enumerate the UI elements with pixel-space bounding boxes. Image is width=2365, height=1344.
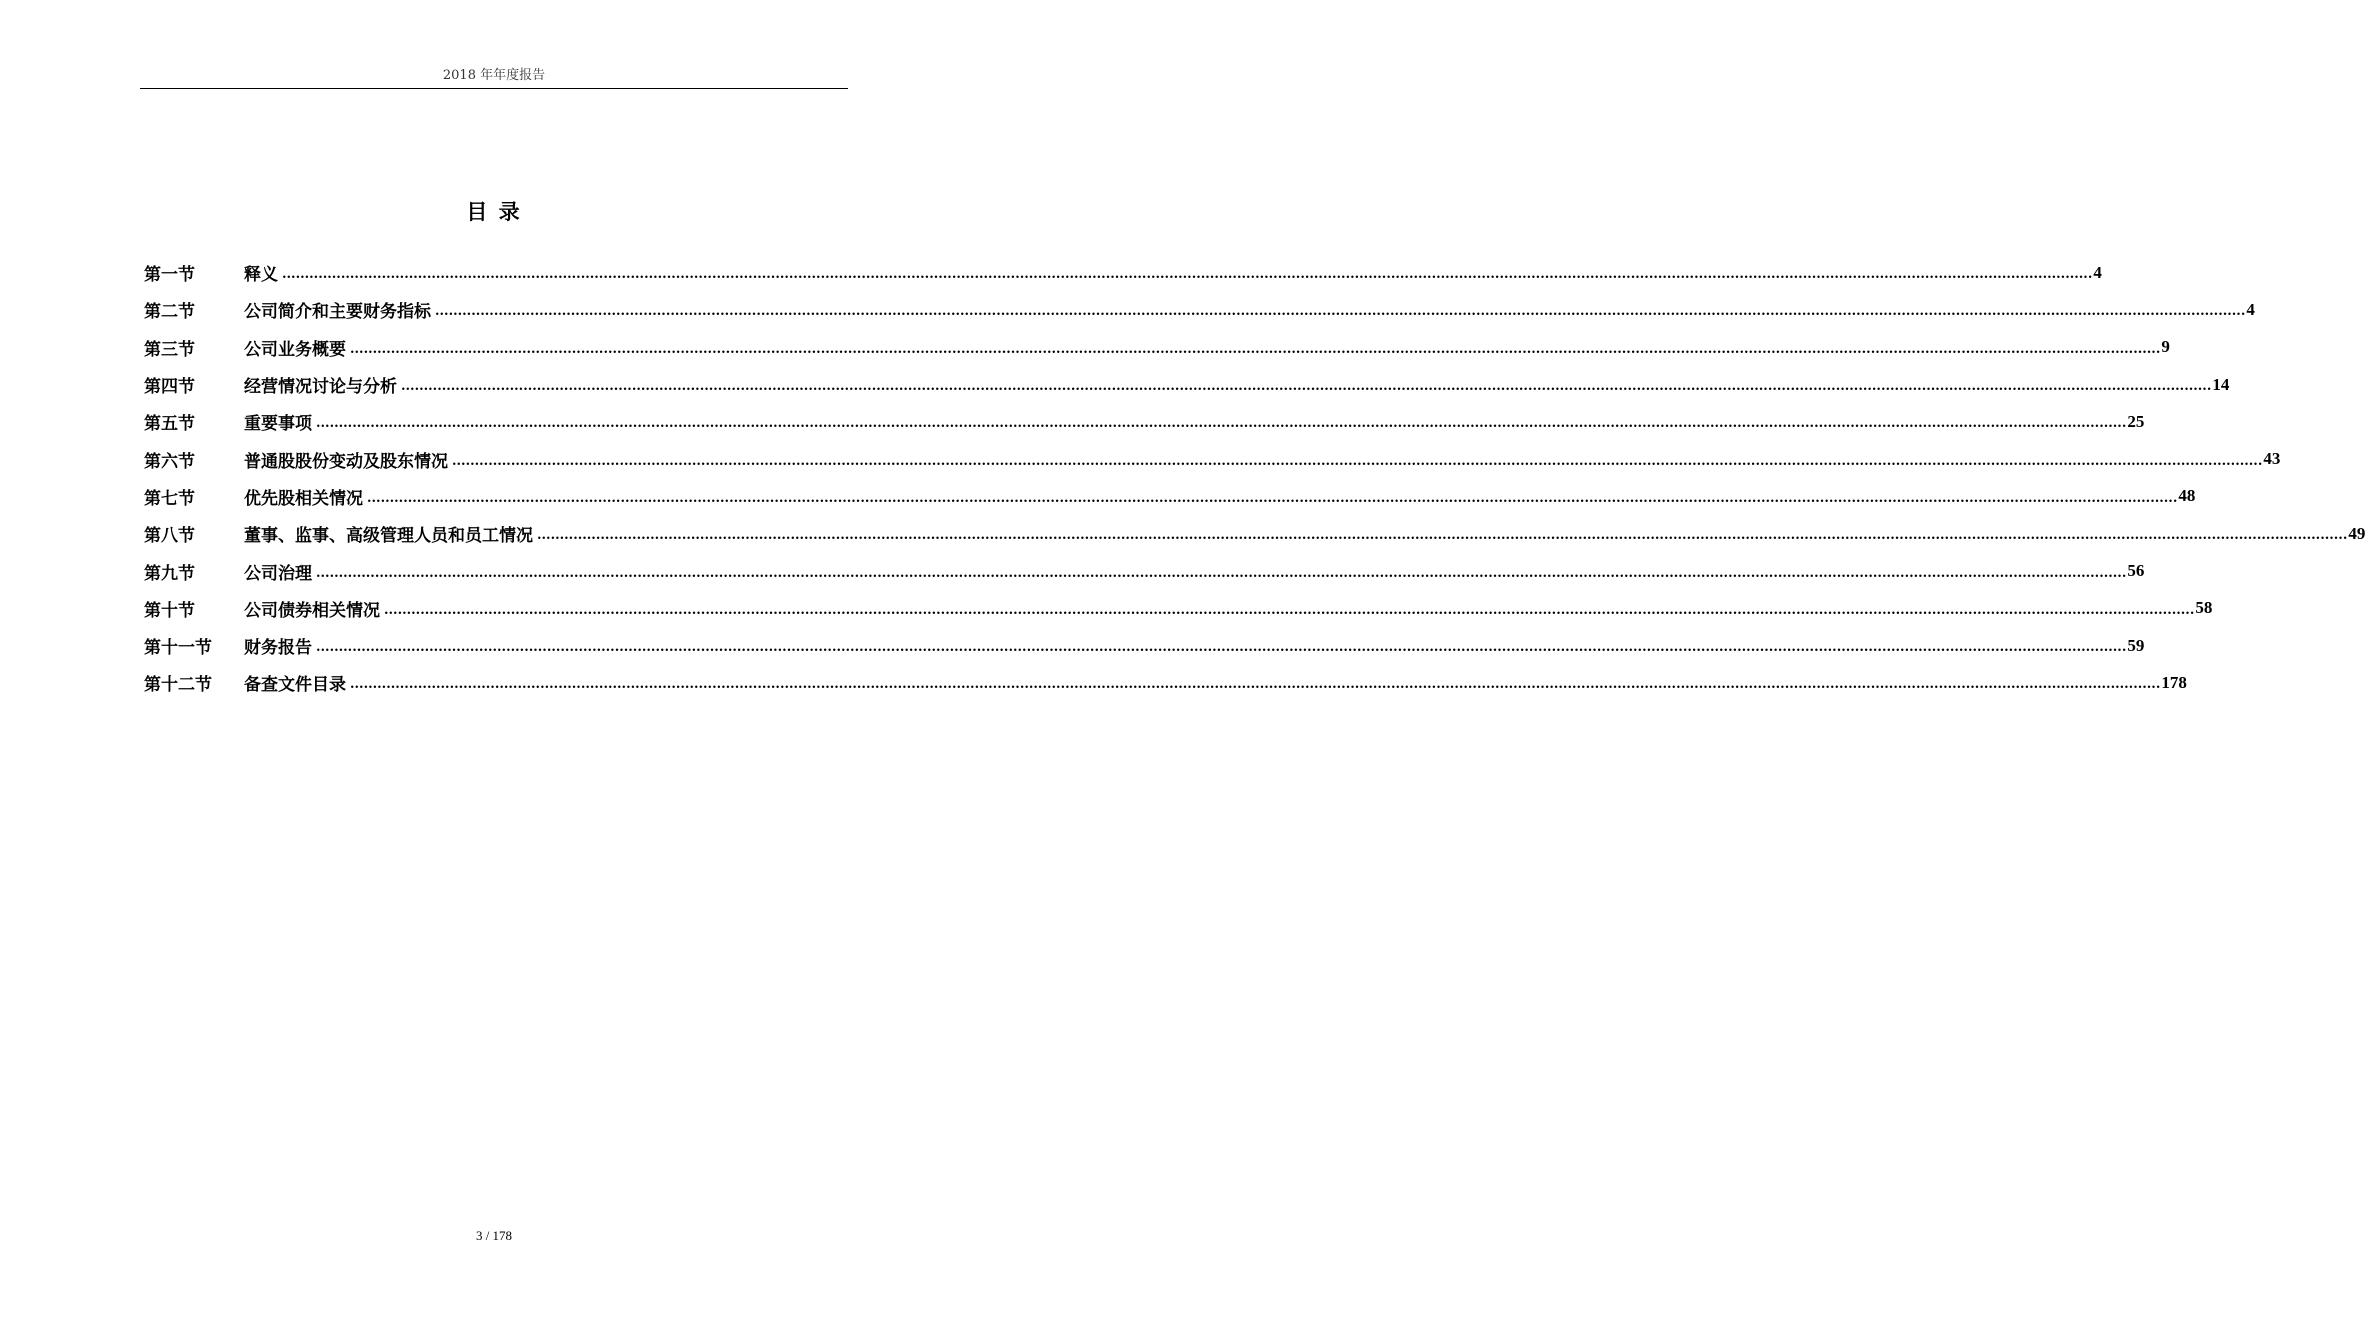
toc-dot-leader: ................................................................................................................................................................................................................................................................................................................................................................................................................ <box>282 267 2093 283</box>
running-header: 2018 年年度报告 <box>442 68 546 83</box>
toc-section-number: 第七节 <box>144 488 195 509</box>
page-number: 3 / 178 <box>475 1228 513 1243</box>
toc-entry[interactable] <box>144 478 2196 515</box>
toc-section-number: 第八节 <box>144 526 195 547</box>
toc-dot-leader: ................................................................................................................................................................................................................................................................................................................................................................................................................ <box>452 453 2263 469</box>
toc-dot-leader: ................................................................................................................................................................................................................................................................................................................................................................................................................ <box>316 565 2127 581</box>
toc-dot-leader: ................................................................................................................................................................................................................................................................................................................................................................................................................ <box>384 602 2195 618</box>
toc-section-number: 第一节 <box>144 265 195 286</box>
toc-page-number: 14 <box>2212 374 2230 394</box>
toc-page-number: 48 <box>2178 486 2196 506</box>
toc-page-number: 59 <box>2127 635 2145 655</box>
toc-entry[interactable] <box>144 254 2102 291</box>
toc-entry[interactable] <box>144 664 2187 701</box>
header-divider <box>140 88 848 89</box>
toc-page-number: 4 <box>2093 262 2102 282</box>
toc-dot-leader: ................................................................................................................................................................................................................................................................................................................................................................................................................ <box>316 416 2127 432</box>
toc-entry[interactable] <box>144 403 2145 440</box>
toc-section-title: 公司业务概要 <box>244 339 346 360</box>
toc-entry[interactable] <box>144 627 2145 664</box>
toc-section-number: 第二节 <box>144 302 195 323</box>
toc-page-number: 178 <box>2161 672 2187 692</box>
table-of-contents <box>144 254 2365 702</box>
toc-entry[interactable] <box>144 440 2281 477</box>
toc-dot-leader: ................................................................................................................................................................................................................................................................................................................................................................................................................ <box>435 304 2246 320</box>
toc-section-title: 董事、监事、高级管理人员和员工情况 <box>244 526 533 547</box>
toc-dot-leader: ................................................................................................................................................................................................................................................................................................................................................................................................................ <box>401 379 2212 395</box>
toc-section-title: 优先股相关情况 <box>244 488 363 509</box>
toc-page-number: 43 <box>2263 449 2281 469</box>
toc-section-title: 释义 <box>244 265 278 286</box>
toc-entry[interactable] <box>144 329 2170 366</box>
toc-page-number: 25 <box>2127 411 2145 431</box>
toc-section-title: 公司简介和主要财务指标 <box>244 302 431 323</box>
toc-section-number: 第六节 <box>144 451 195 472</box>
toc-page-number: 56 <box>2127 561 2145 581</box>
toc-page-number: 58 <box>2195 598 2213 618</box>
toc-section-number: 第九节 <box>144 563 195 584</box>
toc-section-title: 普通股股份变动及股东情况 <box>244 451 448 472</box>
toc-section-number: 第五节 <box>144 414 195 435</box>
toc-entry[interactable] <box>144 552 2145 589</box>
toc-section-title: 公司治理 <box>244 563 312 584</box>
toc-section-title: 公司债券相关情况 <box>244 600 380 621</box>
toc-entry[interactable] <box>144 515 2365 552</box>
toc-section-number: 第十节 <box>144 600 195 621</box>
toc-page-number: 9 <box>2161 337 2170 357</box>
toc-section-title: 重要事项 <box>244 414 312 435</box>
toc-entry[interactable] <box>144 291 2255 328</box>
toc-section-number: 第三节 <box>144 339 195 360</box>
toc-dot-leader: ................................................................................................................................................................................................................................................................................................................................................................................................................ <box>537 528 2348 544</box>
toc-page-number: 49 <box>2348 523 2365 543</box>
toc-dot-leader: ................................................................................................................................................................................................................................................................................................................................................................................................................ <box>316 640 2127 656</box>
toc-page-number: 4 <box>2246 299 2255 319</box>
toc-section-number: 第十一节 <box>144 638 212 659</box>
toc-title: 目 录 <box>466 199 522 224</box>
toc-entry[interactable] <box>144 366 2230 403</box>
toc-section-title: 备查文件目录 <box>244 675 346 696</box>
toc-section-number: 第十二节 <box>144 675 212 696</box>
toc-dot-leader: ................................................................................................................................................................................................................................................................................................................................................................................................................ <box>367 490 2178 506</box>
toc-section-title: 经营情况讨论与分析 <box>244 377 397 398</box>
toc-entry[interactable] <box>144 590 2213 627</box>
toc-dot-leader: ................................................................................................................................................................................................................................................................................................................................................................................................................ <box>350 341 2161 357</box>
toc-dot-leader: ................................................................................................................................................................................................................................................................................................................................................................................................................ <box>350 677 2161 693</box>
toc-section-title: 财务报告 <box>244 638 312 659</box>
toc-section-number: 第四节 <box>144 377 195 398</box>
